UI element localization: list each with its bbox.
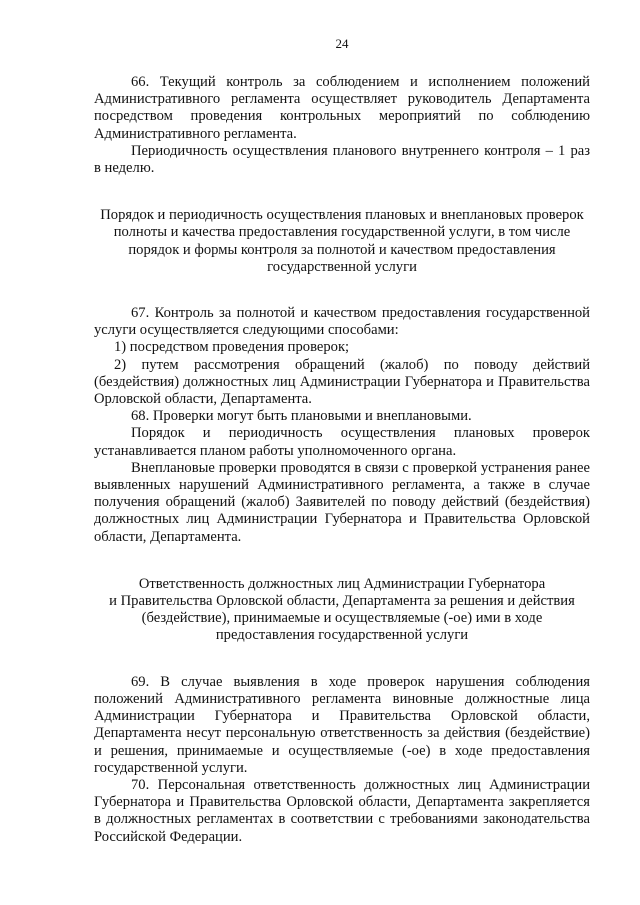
heading-line: государственной услуги bbox=[267, 258, 417, 275]
list-item-67-1: 1) посредством проведения проверок; bbox=[114, 339, 350, 356]
section-heading-inspections bbox=[94, 207, 590, 276]
paragraph-68: 68. Проверки могут быть плановыми и внеплановыми. bbox=[131, 408, 472, 425]
paragraph-70: 70. Персональная ответственность должностных лиц Администрации Губернатора и Правительства Орловской области, Департамента закрепляется в должностных регламентах в соответствии с требованиями законодательства Российской Федерации. bbox=[94, 776, 590, 845]
heading-line: Ответственность должностных лиц Администрации Губернатора bbox=[138, 575, 546, 592]
heading-line: (бездействие), принимаемые и осуществляемые (-ое) ими в ходе bbox=[141, 610, 543, 627]
paragraph-68-unplanned: Внеплановые проверки проводятся в связи с проверкой устранения ранее выявленных нарушений Административного регламента, а также в случае получения обращений (жалоб) Заявителей по поводу действий (бездействия) должностных лиц Администрации Губернатора и Правительства Орловской области, Департамента. bbox=[94, 459, 590, 545]
document-page bbox=[94, 36, 590, 846]
heading-line: порядок и формы контроля за полнотой и качеством предоставления bbox=[128, 241, 556, 258]
paragraph-69: 69. В случае выявления в ходе проверок нарушения соблюдения положений Административного регламента виновные должностные лица Администрации Губернатора и Правительства Орловской области, Департамента несут персональную ответственность за действия (бездействие) и решения, принимаемые и осуществляемые (-ое) в ходе предоставления государственной услуги. bbox=[94, 673, 590, 776]
paragraph-67: 67. Контроль за полнотой и качеством предоставления государственной услуги осуществляется следующими способами: bbox=[94, 305, 590, 339]
heading-line: и Правительства Орловской области, Департамента за решения и действия bbox=[109, 593, 575, 610]
heading-line: Порядок и периодичность осуществления плановых и внеплановых проверок bbox=[100, 207, 584, 224]
paragraph-66: 66. Текущий контроль за соблюдением и исполнением положений Административного регламента осуществляет руководитель Департамента посредством проведения контрольных мероприятий по соблюдению Административного регламента. bbox=[94, 74, 590, 142]
paragraph-66-periodicity: Периодичность осуществления планового внутреннего контроля – 1 раз в неделю. bbox=[94, 142, 590, 177]
section-heading-responsibility bbox=[94, 576, 590, 645]
heading-line: предоставления государственной услуги bbox=[215, 627, 469, 644]
list-item-67-2: 2) путем рассмотрения обращений (жалоб) по поводу действий (бездействия) должностных лиц Администрации Губернатора и Правительства Орловской области, Департамента. bbox=[94, 356, 590, 408]
page-number: 24 bbox=[335, 36, 349, 51]
paragraph-68-planned: Порядок и периодичность осуществления плановых проверок устанавливается планом работы уполномоченного органа. bbox=[94, 425, 590, 459]
heading-line: полноты и качества предоставления государственной услуги, в том числе bbox=[113, 224, 571, 241]
